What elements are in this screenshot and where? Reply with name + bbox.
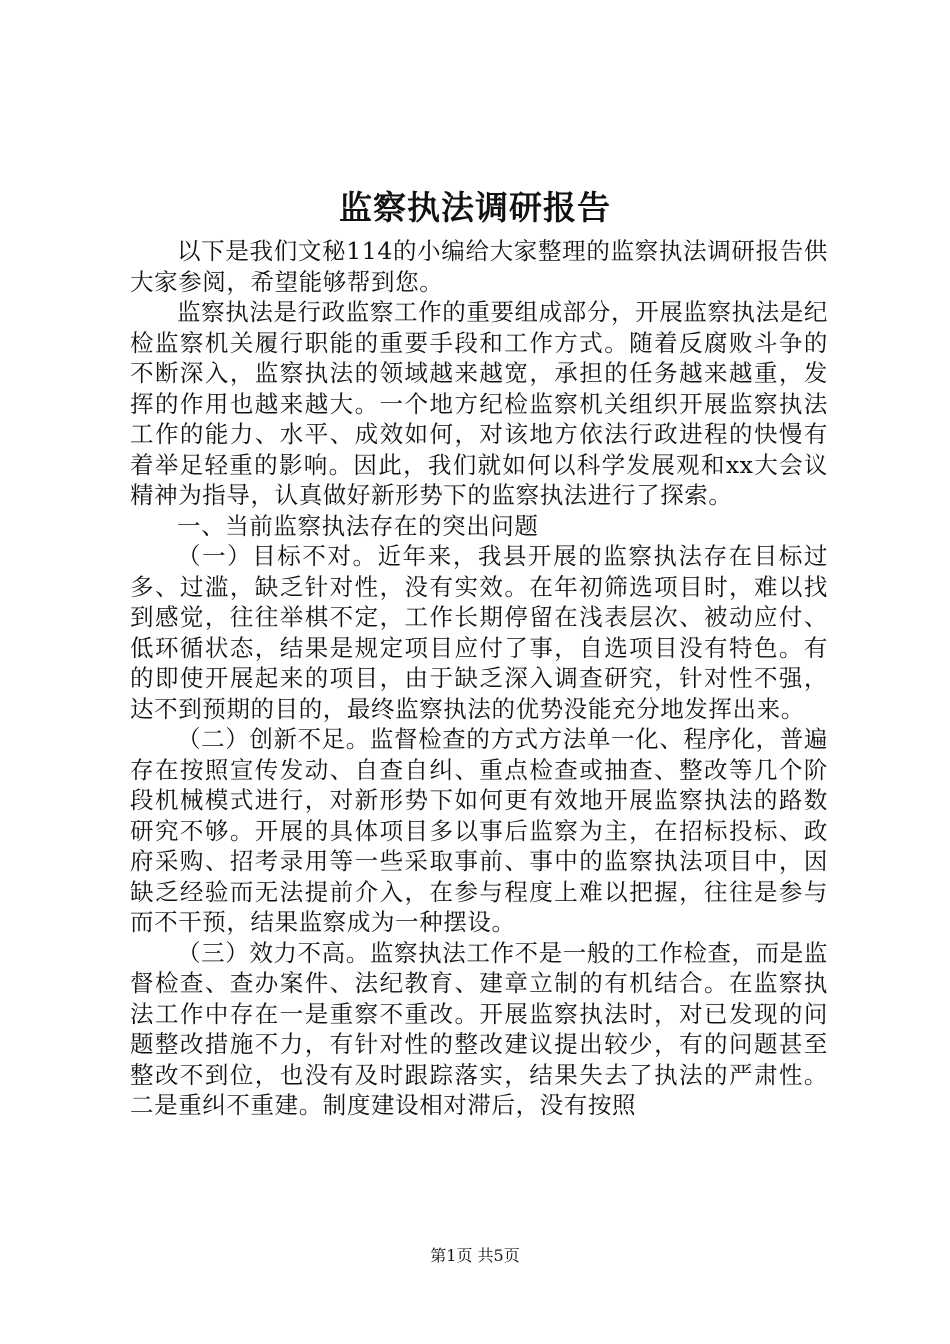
problem-two-paragraph: （二）创新不足。监督检查的方式方法单一化、程序化，普遍存在按照宣传发动、自查自纠、重点检查或抽查、整改等几个阶段机械模式进行，对新形势下如何更有效地开展监察执法的路数研究不够。开展的具体项目多以事后监察为主，在招标投标、政府采购、招考录用等一些采取事前、事中的监察执法项目中，因缺乏经验而无法提前介入，在参与程度上难以把握，往往是参与而不干预，结果监察成为一种摆设。 [130, 725, 828, 936]
page-footer: 第1页 共5页 [430, 1246, 520, 1265]
section-heading: 一、当前监察执法存在的突出问题 [177, 511, 539, 540]
document-body [130, 236, 828, 1121]
intro-paragraph: 以下是我们文秘114的小编给大家整理的监察执法调研报告供大家参阅，希望能够帮到您。 [130, 237, 828, 296]
problem-one-paragraph: （一）目标不对。近年来，我县开展的监察执法存在目标过多、过滥，缺乏针对性，没有实效。在年初筛选项目时，难以找到感觉，往往举棋不定，工作长期停留在浅表层次、被动应付、低环循状态，结果是规定项目应付了事，自选项目没有特色。有的即使开展起来的项目，由于缺乏深入调查研究，针对性不强，达不到预期的目的，最终监察执法的优势没能充分地发挥出来。 [130, 542, 828, 723]
overview-paragraph: 监察执法是行政监察工作的重要组成部分，开展监察执法是纪检监察机关履行职能的重要手段和工作方式。随着反腐败斗争的不断深入，监察执法的领域越来越宽，承担的任务越来越重，发挥的作用也越来越大。一个地方纪检监察机关组织开展监察执法工作的能力、水平、成效如何，对该地方依法行政进程的快慢有着举足轻重的影响。因此，我们就如何以科学发展观和xx大会议精神为指导，认真做好新形势下的监察执法进行了探索。 [130, 298, 828, 509]
document-title: 监察执法调研报告 [339, 188, 611, 227]
problem-three-paragraph: （三）效力不高。监察执法工作不是一般的工作检查，而是监督检查、查办案件、法纪教育、建章立制的有机结合。在监察执法工作中存在一是重察不重改。开展监察执法时，对已发现的问题整改措施不力，有针对性的整改建议提出较少，有的问题甚至整改不到位，也没有及时跟踪落实，结果失去了执法的严肃性。二是重纠不重建。制度建设相对滞后，没有按照 [130, 938, 828, 1119]
